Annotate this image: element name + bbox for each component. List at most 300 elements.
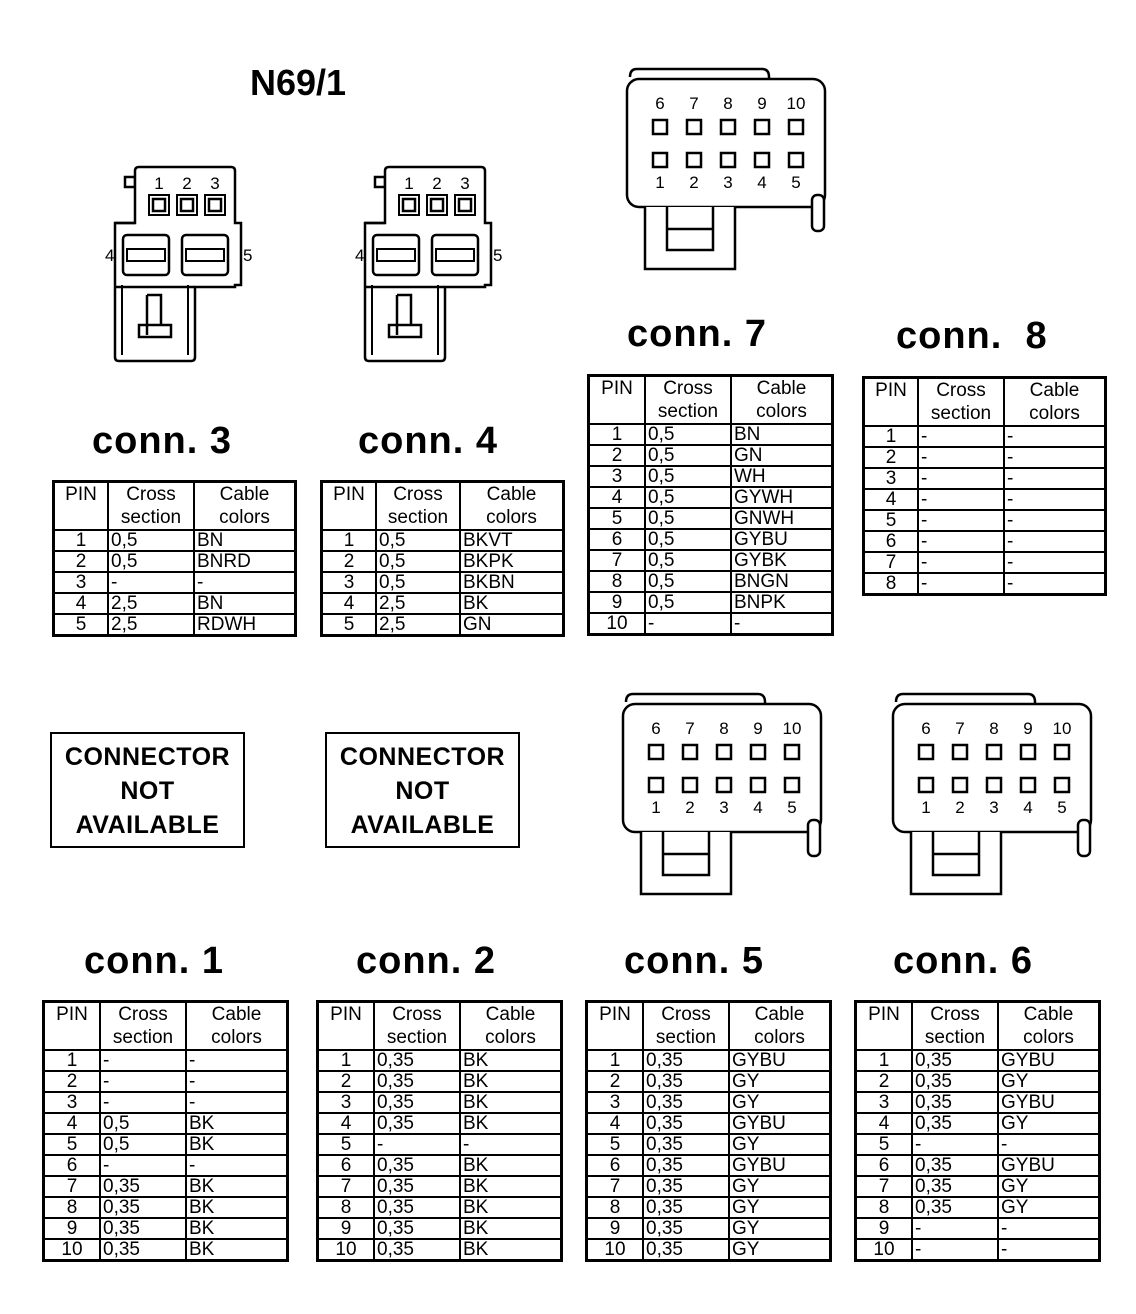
cable-color-cell: GY (729, 1197, 831, 1218)
table-row (318, 1071, 562, 1092)
pin-cell: 8 (44, 1197, 101, 1218)
table-row (856, 1050, 1100, 1071)
cross-section-cell: 0,35 (643, 1239, 729, 1261)
pin-cell: 6 (864, 531, 919, 552)
cable-colors-header: Cable colors (998, 1002, 1100, 1051)
cable-color-cell: - (998, 1239, 1100, 1261)
table-row (587, 1134, 831, 1155)
cross-section-cell: 0,5 (645, 571, 731, 592)
cross-section-cell: 0,35 (912, 1092, 998, 1113)
pin-number: 1 (921, 798, 931, 817)
cross-section-cell: 0,35 (643, 1050, 729, 1071)
pin-cell: 2 (587, 1071, 644, 1092)
pin-cell: 6 (44, 1155, 101, 1176)
cross-section-cell: 0,35 (100, 1218, 186, 1239)
table-header-row (44, 1002, 288, 1051)
pin-cell: 8 (864, 573, 919, 595)
cable-colors-header: Cable colors (460, 1002, 562, 1051)
pin-cell: 4 (856, 1113, 913, 1134)
table-row (589, 487, 833, 508)
pin-cell: 6 (856, 1155, 913, 1176)
pin-number: 3 (210, 174, 220, 193)
table-row (322, 593, 564, 614)
pin-number: 8 (719, 719, 729, 738)
cross-section-cell: - (912, 1239, 998, 1261)
cross-section-cell: 0,5 (645, 592, 731, 613)
cross-section-cell: 0,35 (374, 1113, 460, 1134)
pin-cell: 8 (587, 1197, 644, 1218)
cross-section-cell: 0,5 (645, 487, 731, 508)
pin-cell: 3 (318, 1092, 375, 1113)
cross-section-cell: 0,35 (912, 1071, 998, 1092)
pin-number: 10 (786, 94, 806, 113)
cross-section-cell: 2,5 (376, 593, 460, 614)
cross-section-cell: 2,5 (108, 593, 194, 614)
pin-cell: 5 (856, 1134, 913, 1155)
cross-section-cell: 0,5 (645, 445, 731, 466)
cable-color-cell: WH (731, 466, 833, 487)
table-row (587, 1050, 831, 1071)
cable-colors-header: Cable colors (1004, 378, 1106, 427)
table-row (856, 1218, 1100, 1239)
not-available-line1: CONNECTOR (64, 743, 231, 771)
conn1-pin-table (42, 1000, 289, 1262)
pin-number: 3 (989, 798, 999, 817)
table-row (44, 1155, 288, 1176)
cross-section-cell: 0,5 (108, 530, 194, 551)
cross-section-cell: 0,35 (912, 1050, 998, 1071)
latch-tab (375, 177, 385, 187)
pin-number: 5 (493, 246, 503, 265)
cable-color-cell: BK (460, 1218, 562, 1239)
pin-cell: 9 (587, 1218, 644, 1239)
cross-section-cell: 0,5 (100, 1134, 186, 1155)
cable-color-cell: BNRD (194, 551, 296, 572)
cross-section-cell: 0,35 (643, 1218, 729, 1239)
pin-cell: 5 (322, 614, 377, 636)
cable-color-cell: GYBU (729, 1155, 831, 1176)
pin-cell: 3 (54, 572, 109, 593)
pin-cell: 3 (44, 1092, 101, 1113)
pin-cell: 1 (318, 1050, 375, 1071)
pin-number: 6 (655, 94, 665, 113)
diagram-title: N69/1 (250, 62, 347, 103)
table-row (44, 1176, 288, 1197)
conn2-pin-table (316, 1000, 563, 1262)
pin-number: 1 (404, 174, 414, 193)
cross-section-cell: 2,5 (376, 614, 460, 636)
pin-cell: 6 (587, 1155, 644, 1176)
table-row (864, 531, 1106, 552)
pin-cell: 3 (587, 1092, 644, 1113)
table-row (864, 447, 1106, 468)
conn2-title: conn. 2 (356, 940, 497, 982)
cable-colors-header: Cable colors (731, 376, 833, 425)
pin-cell: 9 (44, 1218, 101, 1239)
pin-cell: 4 (589, 487, 646, 508)
pin-number: 4 (753, 798, 763, 817)
cable-color-cell: - (1004, 552, 1106, 573)
cable-color-cell: BK (186, 1176, 288, 1197)
pin-cell: 5 (587, 1134, 644, 1155)
cable-color-cell: GYWH (731, 487, 833, 508)
table-row (318, 1134, 562, 1155)
pin-number: 4 (757, 173, 767, 192)
cross-section-cell: 0,35 (643, 1176, 729, 1197)
pin-cell: 1 (856, 1050, 913, 1071)
table-row (322, 551, 564, 572)
cross-section-cell: 0,35 (374, 1155, 460, 1176)
pin-cell: 2 (589, 445, 646, 466)
table-row (856, 1155, 1100, 1176)
cross-section-cell: 0,35 (643, 1134, 729, 1155)
cable-color-cell: BK (460, 593, 564, 614)
cable-color-cell: BK (186, 1197, 288, 1218)
pin-cell: 10 (587, 1239, 644, 1261)
pin-number: 1 (154, 174, 164, 193)
table-row (318, 1050, 562, 1071)
pin-cell: 9 (318, 1218, 375, 1239)
cable-color-cell: GYBK (731, 550, 833, 571)
pin-header: PIN (318, 1002, 375, 1051)
latch-tab (125, 177, 135, 187)
table-row (54, 593, 296, 614)
pin-cell: 1 (54, 530, 109, 551)
cable-color-cell: BK (460, 1050, 562, 1071)
cross-section-cell: - (912, 1218, 998, 1239)
cable-colors-header: Cable colors (186, 1002, 288, 1051)
table-row (54, 614, 296, 636)
cross-section-cell: - (918, 447, 1004, 468)
table-row (44, 1050, 288, 1071)
table-row (856, 1134, 1100, 1155)
not-available-line2: NOT (395, 777, 450, 805)
pin-cell: 5 (44, 1134, 101, 1155)
conn2-not-available-box (325, 732, 520, 848)
table-row (587, 1197, 831, 1218)
not-available-line2: NOT (120, 777, 175, 805)
cross-section-cell: 0,35 (912, 1113, 998, 1134)
cross-section-cell: 0,5 (376, 572, 460, 593)
pin-number: 1 (651, 798, 661, 817)
conn5-title: conn. 5 (624, 940, 765, 982)
cross-section-cell: 0,5 (645, 466, 731, 487)
pin-number: 2 (689, 173, 699, 192)
cable-color-cell: GY (998, 1071, 1100, 1092)
cable-color-cell: - (1004, 573, 1106, 595)
cable-color-cell: GY (729, 1134, 831, 1155)
cross-section-cell: 0,35 (100, 1176, 186, 1197)
cross-section-cell: 0,5 (100, 1113, 186, 1134)
cross-section-cell: - (918, 531, 1004, 552)
not-available-line3: AVAILABLE (75, 811, 220, 839)
table-header-row (318, 1002, 562, 1051)
table-row (322, 614, 564, 636)
table-row (44, 1197, 288, 1218)
pin-number: 4 (105, 246, 115, 265)
cross-section-cell: - (912, 1134, 998, 1155)
cable-color-cell: - (1004, 426, 1106, 447)
table-row (589, 466, 833, 487)
cross-section-cell: 0,35 (374, 1197, 460, 1218)
pin-cell: 7 (318, 1176, 375, 1197)
table-row (44, 1113, 288, 1134)
pin-number: 7 (689, 94, 699, 113)
table-header-row (322, 482, 564, 531)
cross-section-header: Cross section (376, 482, 460, 531)
cable-color-cell: GYBU (731, 529, 833, 550)
cable-color-cell: GYBU (998, 1092, 1100, 1113)
table-row (54, 551, 296, 572)
cross-section-cell: - (100, 1050, 186, 1071)
pin-cell: 8 (589, 571, 646, 592)
conn3-title: conn. 3 (92, 420, 233, 462)
cable-color-cell: BNGN (731, 571, 833, 592)
pin-cell: 1 (864, 426, 919, 447)
pin-header: PIN (587, 1002, 644, 1051)
cable-color-cell: - (998, 1218, 1100, 1239)
table-row (864, 552, 1106, 573)
pin-number: 2 (432, 174, 442, 193)
conn6-title: conn. 6 (893, 940, 1034, 982)
cross-section-cell: - (100, 1071, 186, 1092)
pin-cell: 10 (44, 1239, 101, 1261)
pin-number: 2 (685, 798, 695, 817)
cable-color-cell: GY (729, 1071, 831, 1092)
pin-cell: 7 (864, 552, 919, 573)
cross-section-cell: 0,35 (643, 1092, 729, 1113)
cross-section-cell: 0,5 (108, 551, 194, 572)
conn7-pin-table (587, 374, 834, 636)
conn6-pin-table (854, 1000, 1101, 1262)
cross-section-cell: - (100, 1092, 186, 1113)
pin-cell: 1 (589, 424, 646, 445)
large-connector-drawing-conn6 (893, 694, 1091, 894)
pin-number: 3 (719, 798, 729, 817)
cable-color-cell: BK (186, 1113, 288, 1134)
pin-cell: 4 (864, 489, 919, 510)
conn1-title: conn. 1 (84, 940, 225, 982)
cross-section-cell: 0,35 (374, 1050, 460, 1071)
not-available-line1: CONNECTOR (339, 743, 506, 771)
cross-section-cell: 0,35 (374, 1092, 460, 1113)
table-row (54, 530, 296, 551)
pin-cell: 8 (856, 1197, 913, 1218)
pin-cell: 3 (589, 466, 646, 487)
pin-cell: 6 (589, 529, 646, 550)
cable-color-cell: GY (729, 1092, 831, 1113)
cross-section-cell: 0,35 (374, 1176, 460, 1197)
pin-number: 6 (651, 719, 661, 738)
table-row (587, 1176, 831, 1197)
pin-number: 4 (1023, 798, 1033, 817)
cross-section-cell: 0,35 (912, 1155, 998, 1176)
pin-cell: 10 (589, 613, 646, 635)
pin-cell: 3 (322, 572, 377, 593)
conn7-title: conn. 7 (627, 313, 768, 355)
pin-cell: 4 (54, 593, 109, 614)
cross-section-cell: 0,35 (643, 1113, 729, 1134)
pin-number: 3 (460, 174, 470, 193)
cable-color-cell: BK (460, 1155, 562, 1176)
cross-section-header: Cross section (374, 1002, 460, 1051)
cable-color-cell: BK (460, 1239, 562, 1261)
cross-section-cell: 0,35 (912, 1176, 998, 1197)
pin-number: 5 (787, 798, 797, 817)
cable-colors-header: Cable colors (460, 482, 564, 531)
table-header-row (587, 1002, 831, 1051)
pin-number: 7 (685, 719, 695, 738)
cross-section-header: Cross section (918, 378, 1004, 427)
pin-number: 10 (1052, 719, 1072, 738)
table-row (587, 1218, 831, 1239)
pin-cell: 7 (44, 1176, 101, 1197)
table-row (322, 530, 564, 551)
table-row (856, 1239, 1100, 1261)
cable-color-cell: - (998, 1134, 1100, 1155)
cable-color-cell: - (731, 613, 833, 635)
pin-number: 2 (955, 798, 965, 817)
cable-color-cell: - (186, 1092, 288, 1113)
pin-number: 10 (782, 719, 802, 738)
cross-section-cell: - (918, 573, 1004, 595)
pin-cell: 4 (587, 1113, 644, 1134)
cable-color-cell: RDWH (194, 614, 296, 636)
table-header-row (589, 376, 833, 425)
table-row (589, 613, 833, 635)
pin-number: 9 (1023, 719, 1033, 738)
pin-number: 8 (723, 94, 733, 113)
cross-section-cell: - (374, 1134, 460, 1155)
pin-cell: 7 (856, 1176, 913, 1197)
cable-color-cell: - (1004, 510, 1106, 531)
table-row (587, 1071, 831, 1092)
table-row (589, 508, 833, 529)
cross-section-cell: - (918, 426, 1004, 447)
cross-section-cell: 0,35 (374, 1239, 460, 1261)
pin-cell: 7 (589, 550, 646, 571)
table-row (587, 1113, 831, 1134)
cable-color-cell: - (194, 572, 296, 593)
cross-section-cell: 0,5 (645, 424, 731, 445)
pin-number: 5 (243, 246, 253, 265)
cross-section-cell: 0,5 (376, 551, 460, 572)
conn8-pin-table (862, 376, 1107, 596)
cross-section-header: Cross section (645, 376, 731, 425)
cross-section-cell: 0,35 (643, 1071, 729, 1092)
pin-cell: 5 (318, 1134, 375, 1155)
cable-color-cell: GY (998, 1197, 1100, 1218)
large-connector-drawing-conn7 (627, 69, 825, 269)
table-row (864, 489, 1106, 510)
cross-section-cell: - (918, 468, 1004, 489)
pin-number: 5 (1057, 798, 1067, 817)
cable-color-cell: - (1004, 447, 1106, 468)
cable-color-cell: BK (460, 1092, 562, 1113)
cross-section-cell: 0,35 (643, 1197, 729, 1218)
table-row (589, 529, 833, 550)
pin-number: 4 (355, 246, 365, 265)
pin-header: PIN (44, 1002, 101, 1051)
small-connector-drawing-conn4 (355, 167, 502, 361)
pin-cell: 5 (54, 614, 109, 636)
pin-header: PIN (864, 378, 919, 427)
pin-cell: 3 (856, 1092, 913, 1113)
table-row (318, 1239, 562, 1261)
cable-color-cell: - (1004, 468, 1106, 489)
pin-cell: 8 (318, 1197, 375, 1218)
table-row (589, 424, 833, 445)
table-row (856, 1197, 1100, 1218)
pin-cell: 10 (856, 1239, 913, 1261)
table-row (318, 1176, 562, 1197)
table-row (864, 426, 1106, 447)
table-row (44, 1092, 288, 1113)
small-connector-drawing-conn3 (105, 167, 252, 361)
cross-section-header: Cross section (100, 1002, 186, 1051)
cable-color-cell: GY (998, 1113, 1100, 1134)
table-row (44, 1239, 288, 1261)
table-row (318, 1197, 562, 1218)
pin-cell: 1 (587, 1050, 644, 1071)
table-row (44, 1071, 288, 1092)
table-row (589, 592, 833, 613)
cross-section-cell: 0,5 (645, 508, 731, 529)
cable-color-cell: GYBU (729, 1050, 831, 1071)
pin-cell: 4 (44, 1113, 101, 1134)
pin-cell: 4 (318, 1113, 375, 1134)
cable-color-cell: BKPK (460, 551, 564, 572)
cable-color-cell: BK (460, 1176, 562, 1197)
cross-section-cell: 0,35 (912, 1197, 998, 1218)
cable-color-cell: BN (731, 424, 833, 445)
cross-section-header: Cross section (643, 1002, 729, 1051)
cable-color-cell: BKVT (460, 530, 564, 551)
table-row (864, 510, 1106, 531)
table-row (856, 1071, 1100, 1092)
cable-colors-header: Cable colors (729, 1002, 831, 1051)
pin-number: 9 (753, 719, 763, 738)
pin-header: PIN (322, 482, 377, 531)
table-row (54, 572, 296, 593)
cable-color-cell: GN (731, 445, 833, 466)
cable-color-cell: BK (186, 1134, 288, 1155)
cable-color-cell: BN (194, 593, 296, 614)
cable-color-cell: BK (186, 1239, 288, 1261)
cable-color-cell: GYBU (729, 1113, 831, 1134)
cross-section-cell: 0,5 (645, 529, 731, 550)
cross-section-cell: - (108, 572, 194, 593)
table-header-row (864, 378, 1106, 427)
cable-color-cell: BK (460, 1071, 562, 1092)
table-row (318, 1092, 562, 1113)
table-row (856, 1113, 1100, 1134)
pin-cell: 2 (54, 551, 109, 572)
cross-section-cell: 0,35 (100, 1197, 186, 1218)
table-row (44, 1218, 288, 1239)
conn1-not-available-box (50, 732, 245, 848)
cross-section-cell: 2,5 (108, 614, 194, 636)
pin-cell: 1 (44, 1050, 101, 1071)
pin-cell: 10 (318, 1239, 375, 1261)
cable-colors-header: Cable colors (194, 482, 296, 531)
table-row (856, 1176, 1100, 1197)
table-row (318, 1155, 562, 1176)
cable-color-cell: - (186, 1155, 288, 1176)
cross-section-cell: 0,5 (645, 550, 731, 571)
pin-number: 9 (757, 94, 767, 113)
cable-color-cell: - (1004, 489, 1106, 510)
